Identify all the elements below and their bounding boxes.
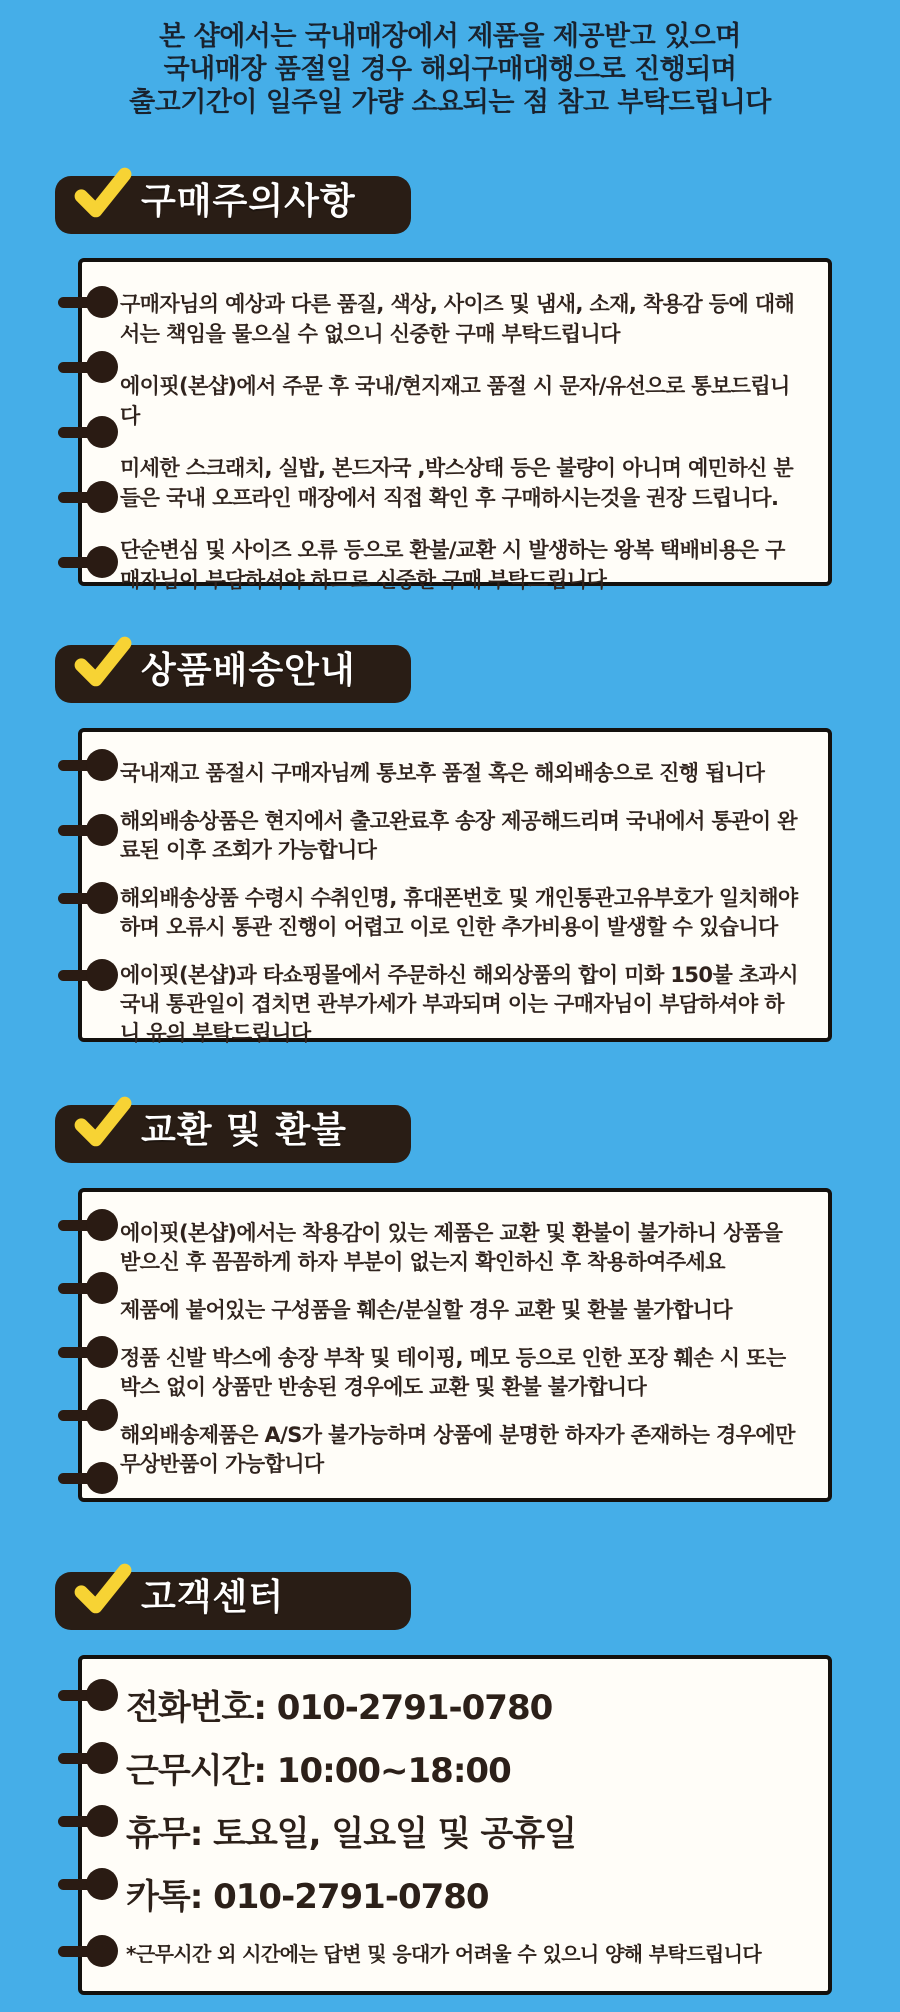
section-title-label: 교환 및 환불 <box>141 1109 347 1151</box>
binder-pin-icon <box>58 749 118 781</box>
section-title-label: 상품배송안내 <box>141 649 356 691</box>
binder-pin-icon <box>58 1336 118 1368</box>
binder-pin-icon <box>58 814 118 846</box>
days-off: 휴무: 토요일, 일요일 및 공휴일 <box>126 1814 576 1854</box>
caution-item: 미세한 스크래치, 실밥, 본드자국 ,박스상태 등은 불량이 아니며 예민하신 분들은 국내 오프라인 매장에서 직접 확인 후 구매하시는것을 권장 드립니다. <box>120 456 794 510</box>
binder-pin-icon <box>58 286 118 318</box>
business-hours: 근무시간: 10:00~18:00 <box>126 1751 511 1791</box>
binder-pin-icon <box>58 1742 118 1774</box>
binder-pin-icon <box>58 416 118 448</box>
binder-pin-icon <box>58 1935 118 1967</box>
section-title-purchase-caution <box>55 176 411 234</box>
binder-pin-icon <box>58 882 118 914</box>
refund-item: 정품 신발 박스에 송장 부착 및 테이핑, 메모 등으로 인한 포장 훼손 시 또는 박스 없이 상품만 반송된 경우에도 교환 및 환불 불가합니다 <box>120 1346 786 1399</box>
binder-pin-icon <box>58 1462 118 1494</box>
top-notice-line-2: 국내매장 품절일 경우 해외구매대행으로 진행되며 <box>163 54 737 85</box>
shipping-item: 해외배송상품 수령시 수취인명, 휴대폰번호 및 개인통관고유부호가 일치해야 하며 오류시 통관 진행이 어렵고 이로 인한 추가비용이 발생할 수 있습니다 <box>120 886 798 939</box>
check-icon <box>71 1558 133 1620</box>
binder-pin-icon <box>58 1679 118 1711</box>
top-notice-line-3: 출고기간이 일주일 가량 소요되는 점 참고 부탁드립니다 <box>129 87 771 118</box>
binder-pin-icon <box>58 1805 118 1837</box>
exchange-refund-box <box>78 1188 832 1502</box>
caution-item: 단순변심 및 사이즈 오류 등으로 환불/교환 시 발생하는 왕복 택배비용은 구매자님이 부담하셔야 하므로 신중한 구매 부탁드립니다 <box>120 538 785 592</box>
check-icon <box>71 631 133 693</box>
caution-item: 구매자님의 예상과 다른 품질, 색상, 사이즈 및 냄새, 소재, 착용감 등에 대해서는 책임을 물으실 수 없으니 신중한 구매 부탁드립니다 <box>120 292 795 346</box>
caution-item: 에이핏(본샵)에서 주문 후 국내/현지재고 품절 시 문자/유선으로 통보드립니다 <box>120 374 790 428</box>
phone-number: 전화번호: 010-2791-0780 <box>126 1688 553 1728</box>
binder-pin-icon <box>58 546 118 578</box>
shipping-item: 에이핏(본샵)과 타쇼핑몰에서 주문하신 해외상품의 합이 미화 150불 초과시 국내 통관일이 겹치면 관부가세가 부과되며 이는 구매자님이 부담하셔야 하니 유의 부탁드립니다 <box>120 963 798 1045</box>
top-notice <box>0 20 900 119</box>
section-title-shipping-info <box>55 645 411 703</box>
kakao-talk-id: 카톡: 010-2791-0780 <box>126 1877 489 1917</box>
top-notice-line-1: 본 샵에서는 국내매장에서 제품을 제공받고 있으며 <box>159 21 741 52</box>
check-icon <box>71 162 133 224</box>
binder-pin-icon <box>58 1209 118 1241</box>
shipping-item: 국내재고 품절시 구매자님께 통보후 품절 혹은 해외배송으로 진행 됩니다 <box>120 761 765 785</box>
binder-pin-icon <box>58 1399 118 1431</box>
purchase-caution-box <box>78 258 832 592</box>
binder-pin-icon <box>58 959 118 991</box>
binder-pin-icon <box>58 481 118 513</box>
section-title-customer-center <box>55 1572 411 1630</box>
shipping-info-box <box>78 728 832 1045</box>
binder-pin-icon <box>58 1868 118 1900</box>
refund-item: 제품에 붙어있는 구성품을 훼손/분실할 경우 교환 및 환불 불가합니다 <box>120 1298 732 1322</box>
shipping-item: 해외배송상품은 현지에서 출고완료후 송장 제공해드리며 국내에서 통관이 완료된 이후 조회가 가능합니다 <box>120 809 797 862</box>
refund-item: 해외배송제품은 A/S가 불가능하며 상품에 분명한 하자가 존재하는 경우에만 무상반품이 가능합니다 <box>120 1423 795 1476</box>
binder-pin-icon <box>58 1272 118 1304</box>
customer-center-box <box>78 1655 832 1995</box>
refund-item: 에이핏(본샵)에서는 착용감이 있는 제품은 교환 및 환불이 불가하니 상품을 받으신 후 꼼꼼하게 하자 부분이 없는지 확인하신 후 착용하여주세요 <box>120 1221 783 1274</box>
section-title-label: 구매주의사항 <box>141 180 356 222</box>
binder-pin-icon <box>58 351 118 383</box>
section-title-exchange-refund <box>55 1105 411 1163</box>
section-title-label: 고객센터 <box>141 1576 285 1618</box>
after-hours-note: *근무시간 외 시간에는 답변 및 응대가 어려울 수 있으니 양해 부탁드립니다 <box>126 1942 762 1966</box>
check-icon <box>71 1091 133 1153</box>
